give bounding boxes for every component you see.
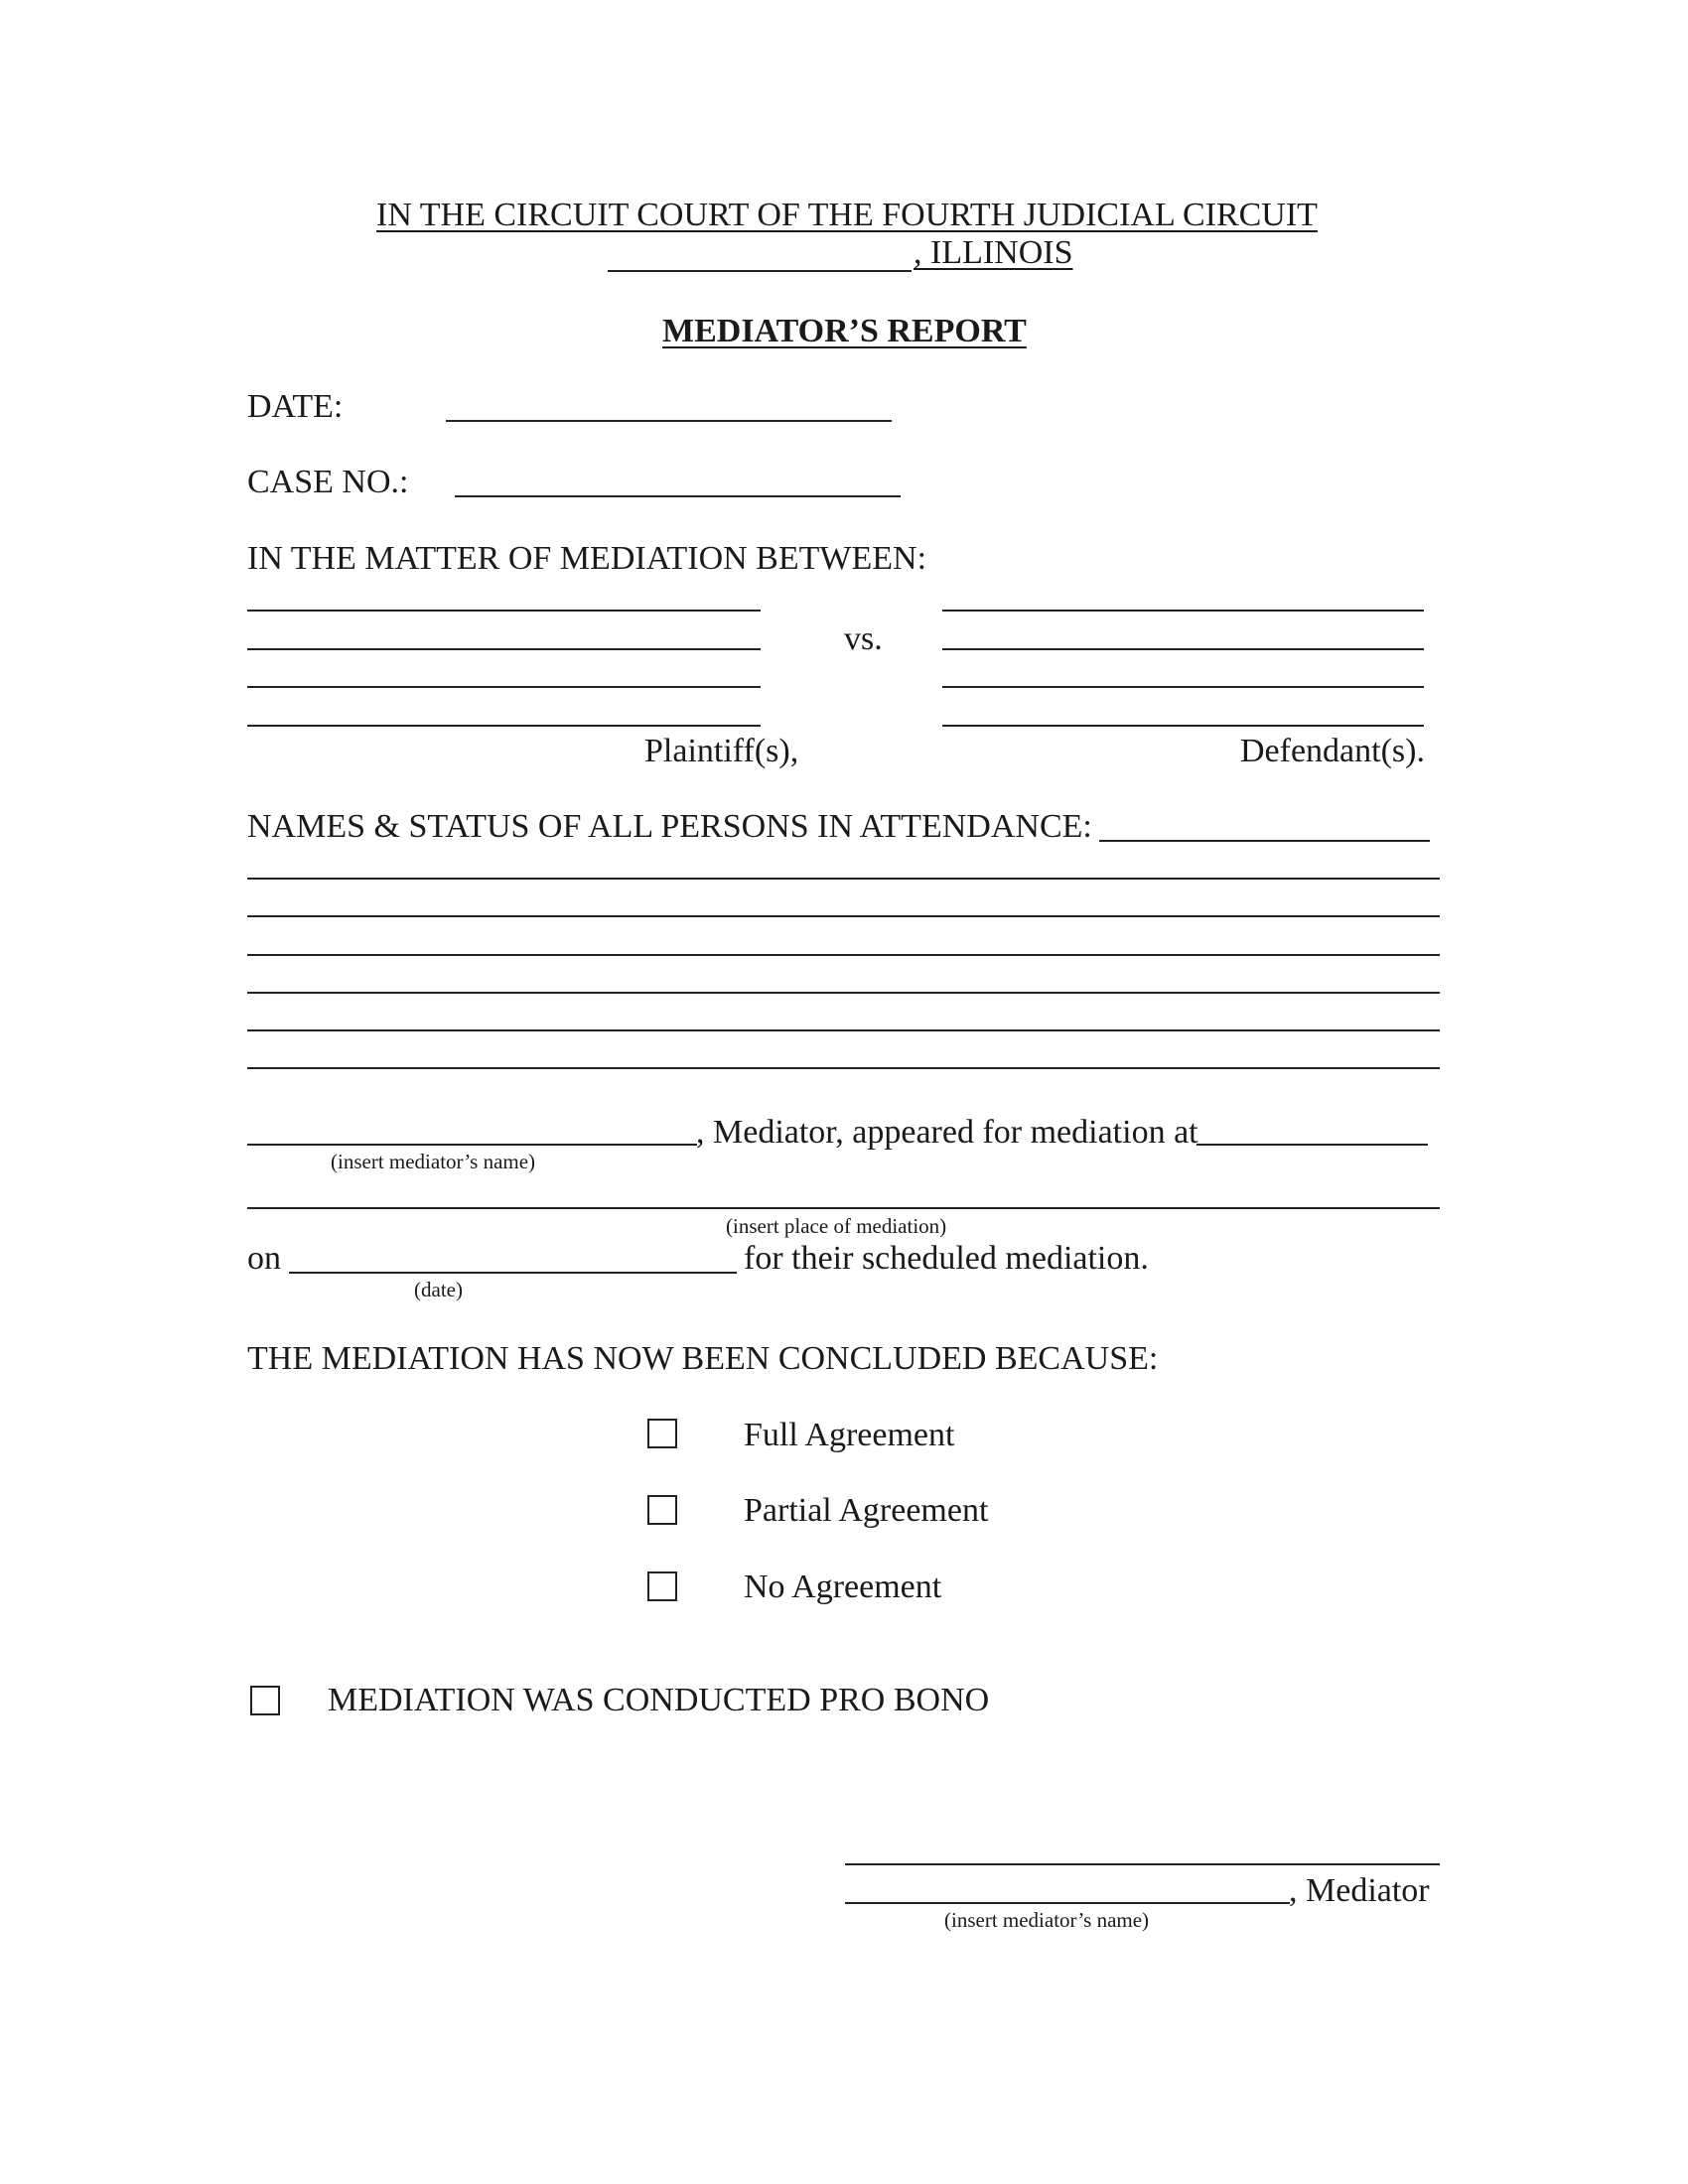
conclusion-heading: THE MEDIATION HAS NOW BEEN CONCLUDED BECAUSE: <box>247 1340 1159 1377</box>
plaintiff-line-2[interactable] <box>247 648 761 650</box>
signature-line[interactable] <box>845 1863 1440 1865</box>
mediator-name-line[interactable] <box>247 1144 697 1146</box>
no-agreement-label: No Agreement <box>744 1569 942 1605</box>
attendance-line-6[interactable] <box>247 1067 1440 1069</box>
attendance-line-4[interactable] <box>247 992 1440 994</box>
plaintiff-line-3[interactable] <box>247 686 761 688</box>
no-agreement-checkbox[interactable] <box>647 1571 677 1601</box>
date-hint: (date) <box>414 1278 463 1301</box>
vs-label: vs. <box>844 620 883 657</box>
partial-agreement-label: Partial Agreement <box>744 1492 989 1529</box>
scheduled-text: for their scheduled mediation. <box>744 1240 1149 1277</box>
attendance-label: NAMES & STATUS OF ALL PERSONS IN ATTENDANCE: <box>247 808 1092 845</box>
defendant-line-1[interactable] <box>942 610 1424 612</box>
attendance-line-5[interactable] <box>247 1029 1440 1031</box>
date-field-line[interactable] <box>446 420 892 422</box>
pro-bono-label: MEDIATION WAS CONDUCTED PRO BONO <box>328 1682 990 1718</box>
county-blank-line[interactable] <box>608 270 912 272</box>
mediator-printed-name-line[interactable] <box>845 1902 1290 1904</box>
mediation-place-line[interactable] <box>247 1207 1440 1209</box>
plaintiff-line-1[interactable] <box>247 610 761 612</box>
defendant-line-4[interactable] <box>942 725 1424 727</box>
pro-bono-checkbox[interactable] <box>250 1686 280 1715</box>
mediator-appeared-text: , Mediator, appeared for mediation at <box>696 1114 1198 1151</box>
signature-mediator-suffix: , Mediator <box>1289 1872 1430 1909</box>
plaintiff-line-4[interactable] <box>247 725 761 727</box>
mediation-date-line[interactable] <box>289 1272 737 1274</box>
date-label: DATE: <box>247 388 344 425</box>
signature-name-hint: (insert mediator’s name) <box>944 1908 1150 1932</box>
attendance-line-0[interactable] <box>1099 840 1430 842</box>
on-label: on <box>247 1240 281 1277</box>
case-no-label: CASE NO.: <box>247 464 409 500</box>
attendance-line-2[interactable] <box>247 915 1440 917</box>
full-agreement-label: Full Agreement <box>744 1417 955 1453</box>
defendant-label: Defendant(s). <box>1240 733 1425 769</box>
attendance-line-3[interactable] <box>247 954 1440 956</box>
page-title: MEDIATOR’S REPORT <box>662 313 1027 349</box>
mediator-name-hint: (insert mediator’s name) <box>331 1150 536 1173</box>
court-heading: IN THE CIRCUIT COURT OF THE FOURTH JUDICIAL CIRCUIT <box>376 197 1318 233</box>
plaintiff-label: Plaintiff(s), <box>644 733 799 769</box>
defendant-line-3[interactable] <box>942 686 1424 688</box>
attendance-line-1[interactable] <box>247 878 1440 880</box>
county-suffix: , ILLINOIS <box>914 234 1073 271</box>
defendant-line-2[interactable] <box>942 648 1424 650</box>
case-no-field-line[interactable] <box>455 495 901 497</box>
place-hint: (insert place of mediation) <box>726 1214 947 1238</box>
partial-agreement-checkbox[interactable] <box>647 1495 677 1525</box>
matter-label: IN THE MATTER OF MEDIATION BETWEEN: <box>247 540 927 577</box>
full-agreement-checkbox[interactable] <box>647 1419 677 1448</box>
mediation-place-line-start[interactable] <box>1196 1144 1428 1146</box>
